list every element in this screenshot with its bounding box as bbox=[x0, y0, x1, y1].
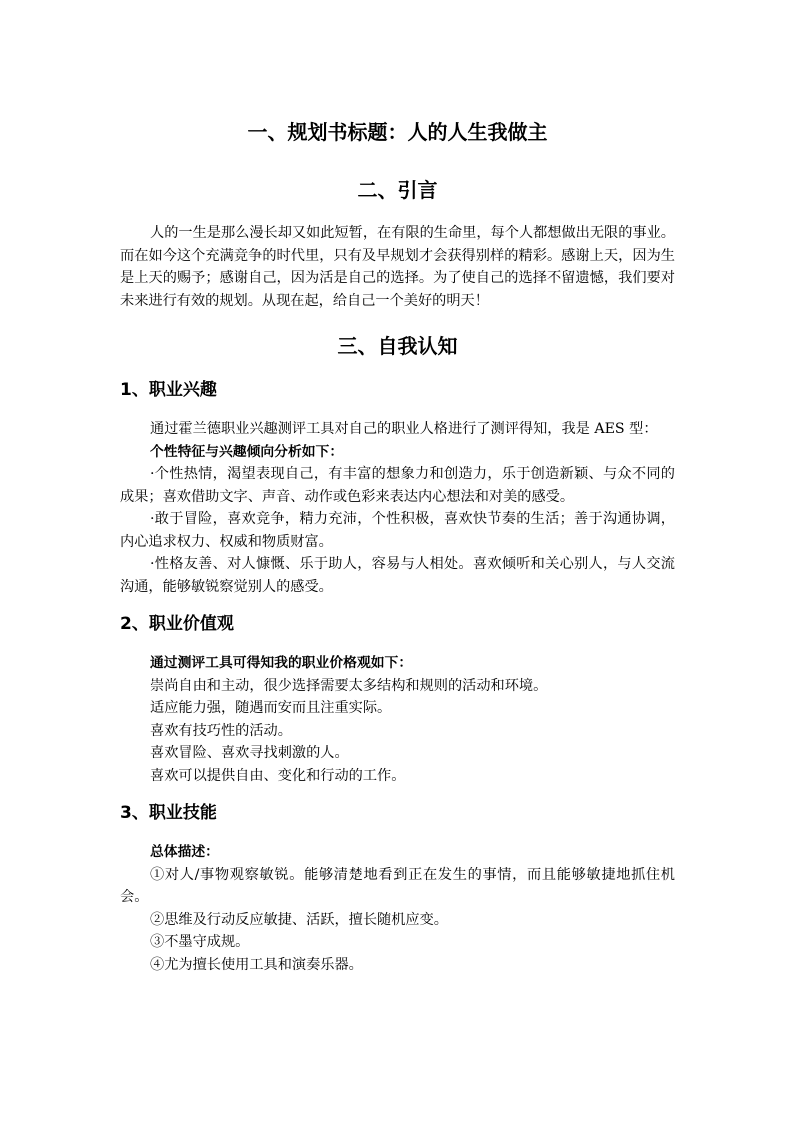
values-item: 崇尚自由和主动，很少选择需要太多结构和规则的活动和环境。 bbox=[150, 677, 548, 694]
self-cognition-heading: 三、自我认知 bbox=[337, 334, 458, 358]
skills-lead: 总体描述： bbox=[150, 844, 219, 860]
interest-item: ·敢于冒险，喜欢竞争，精力充沛，个性积极，喜欢快节奏的生活；善于沟通协调，内心追求权力、权威和物质财富。 bbox=[120, 511, 675, 550]
values-item: 喜欢冒险、喜欢寻找刺激的人。 bbox=[150, 745, 349, 761]
intro-heading: 二、引言 bbox=[357, 178, 438, 202]
interest-item: ·个性热情，渴望表现自己，有丰富的想象力和创造力，乐于创造新颖、与众不同的成果；喜欢借助文字、声音、动作或色彩来表达内心想法和对美的感受。 bbox=[120, 466, 675, 505]
values-item: 适应能力强，随遇而安而且注重实际。 bbox=[150, 700, 392, 716]
interest-intro: 通过霍兰德职业兴趣测评工具对自己的职业人格进行了测评得知，我是 AES 型： bbox=[150, 421, 658, 437]
values-item: 喜欢有技巧性的活动。 bbox=[150, 722, 292, 739]
skills-item: ②思维及行动反应敏捷、活跃，擅长随机应变。 bbox=[150, 911, 448, 928]
skills-item: ③不墨守成规。 bbox=[150, 934, 250, 950]
interest-heading: 1、职业兴趣 bbox=[120, 380, 217, 400]
skills-item: ①对人/事物观察敏锐。能够清楚地看到正在发生的事情，而且能够敏捷地抓住机会。 bbox=[120, 866, 675, 905]
document-title: 一、规划书标题：人的人生我做主 bbox=[247, 120, 548, 144]
values-heading: 2、职业价值观 bbox=[120, 614, 234, 634]
intro-paragraph: 人的一生是那么漫长却又如此短暂，在有限的生命里，每个人都想做出无限的事业。而在如今这个充满竞争的时代里，只有及早规划才会获得别样的精彩。感谢上天，因为生是上天的赐予；感谢自己，因为活是自己的选择。为了使自己的选择不留遗憾，我们要对未来进行有效的规划。从现在起，给自己一个美好的明天！ bbox=[120, 225, 675, 309]
skills-heading: 3、职业技能 bbox=[120, 803, 217, 823]
document-page bbox=[120, 118, 675, 976]
interest-item: ·性格友善、对人慷慨、乐于助人，容易与人相处。喜欢倾听和关心别人，与人交流沟通，能够敏锐察觉别人的感受。 bbox=[120, 556, 675, 595]
values-lead: 通过测评工具可得知我的职业价格观如下： bbox=[150, 655, 413, 671]
values-item: 喜欢可以提供自由、变化和行动的工作。 bbox=[150, 767, 406, 784]
interest-lead: 个性特征与兴趣倾向分析如下： bbox=[150, 443, 344, 460]
skills-item: ④尤为擅长使用工具和演奏乐器。 bbox=[150, 956, 363, 973]
